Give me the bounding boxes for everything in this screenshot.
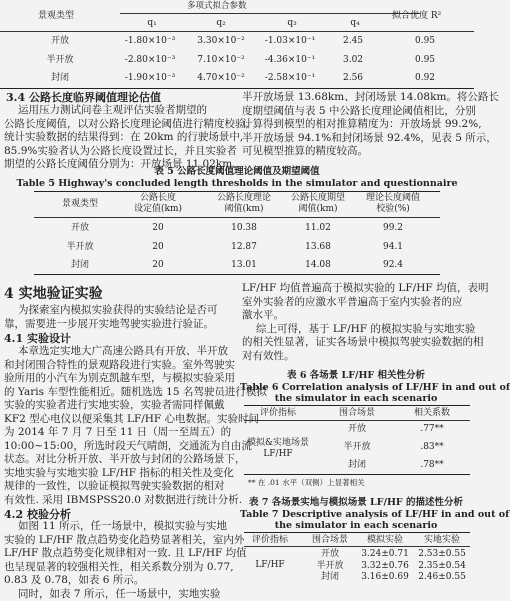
t7-label: LF/HF bbox=[255, 560, 284, 571]
t5-cell: 92.4 bbox=[383, 260, 403, 271]
t5-header-text: 理论长度阈值 校验(%) bbox=[366, 193, 420, 214]
paragraph-line: LF/HF 均值普遍高于模拟实验的 LF/HF 均值，表明 bbox=[242, 282, 489, 296]
t7-cell: 3.24±0.71 bbox=[361, 549, 409, 560]
t6-cell: 开放 bbox=[348, 424, 366, 435]
paragraph-line: 同时，如表 7 所示，任一场景中，实地实验 bbox=[4, 588, 247, 601]
t4-cell: 3.30×10⁻² bbox=[197, 36, 244, 47]
t5-header-text: 公路长度 设定值(km) bbox=[134, 193, 182, 214]
t5-cell: 20 bbox=[152, 242, 163, 253]
paragraph-line: 有效性. 采用 IBMSPSS20.0 对数据进行统计分析. bbox=[4, 494, 267, 508]
t5-header bbox=[291, 193, 345, 215]
paragraph-line: 计算得到模型的相对推算精度为：开放场景 99.2%, bbox=[242, 118, 499, 132]
paragraph-line: 也呈现显著的较强相关性，相关系数分别为 0.77, bbox=[4, 561, 247, 575]
paragraph-line: 实地实验与实地实验 LF/HF 指标的相关性及变化 bbox=[4, 467, 267, 481]
paragraph-line: 运用压力测试问卷主观评估实验者期望的 bbox=[4, 104, 249, 118]
right-mid-body bbox=[242, 282, 489, 363]
t5-cell: 12.87 bbox=[231, 242, 257, 253]
t4-cell: -2.58×10⁻¹ bbox=[265, 73, 315, 84]
t4-header-q1: q₁ bbox=[147, 18, 156, 29]
t5-header bbox=[366, 193, 420, 215]
section-4-intro bbox=[4, 304, 218, 331]
t5-cell: 94.1 bbox=[383, 242, 403, 253]
paragraph-line: 10:00~15:00，所选时段天气晴朗，交通流为自由流 bbox=[4, 440, 267, 454]
t4-cell: -1.80×10⁻³ bbox=[125, 36, 175, 47]
t7-header: 模拟实验 bbox=[367, 535, 403, 546]
t6-label bbox=[247, 438, 309, 460]
paragraph-line: 室外实验者的应激水平普遍高于室内实验者的应 bbox=[242, 296, 489, 310]
t6-cell: .77** bbox=[420, 424, 443, 435]
paragraph-line: 实验的 LF/HF 散点趋势变化趋势显著相关，室内外 bbox=[4, 534, 247, 548]
paragraph-line: 统计实验数据的结果得到：在 20km 的行驶场景中, bbox=[4, 131, 249, 145]
t5-header bbox=[217, 193, 271, 215]
t7-cell: 封闭 bbox=[321, 572, 339, 583]
section-4-1-body bbox=[4, 345, 267, 507]
paragraph-line: 本章选定实地大广高速公路具有开放、半开放 bbox=[4, 345, 267, 359]
paragraph-line: 的相关性显著，证实各场景中模拟驾驶实验数据的相 bbox=[242, 336, 489, 350]
right-top-body bbox=[242, 91, 499, 159]
t6-label-text: 模拟&实地场景 LF/HF bbox=[247, 438, 309, 459]
t6-cell: .83** bbox=[420, 442, 443, 453]
t7-header: 围合场景 bbox=[312, 535, 348, 546]
t4-group-header: 多项式拟合参数 bbox=[187, 1, 247, 12]
t7-cell: 半开放 bbox=[316, 561, 343, 572]
paragraph-line: 可见模型推算的精度较高。 bbox=[242, 145, 499, 159]
t5-cell: 封闭 bbox=[71, 260, 89, 271]
t5-header bbox=[134, 193, 182, 215]
section-3-4-heading: 3.4 公路长度临界阈值理论估值 bbox=[6, 91, 161, 104]
t7-caption-cn: 表 7 各场景实地与模拟场景 LF/HF 的描述性分析 bbox=[240, 497, 472, 508]
t4-header-q3: q₃ bbox=[287, 18, 296, 29]
t5-header-text: 公路长度理论 阈值(km) bbox=[217, 193, 271, 214]
paragraph-line: 0.83 及 0.78，如表 6 所示。 bbox=[4, 574, 247, 588]
t5-cell: 20 bbox=[152, 223, 163, 234]
t5-caption-en: Table 5 Highway's concluded length thresholds in the simulator and questionnaire bbox=[0, 178, 474, 189]
t7-cell: 开放 bbox=[321, 549, 339, 560]
t6-header: 评价指标 bbox=[260, 408, 296, 419]
t4-cell: 0.95 bbox=[415, 36, 435, 47]
paragraph-line: 的 Yaris 车型性能相近。随机选选 15 名驾驶员进行模拟 bbox=[4, 386, 267, 400]
paragraph-line: LF/HF 散点趋势变化规律相对一致. 且 LF/HF 均值 bbox=[4, 547, 247, 561]
t5-cell: 10.38 bbox=[231, 223, 257, 234]
t4-header-q2: q₂ bbox=[216, 18, 225, 29]
t6-caption-en-2: the simulator in each scenario bbox=[240, 393, 472, 404]
paragraph-line: 状态。对比分析开放、半开放与封闭的公路场景下， bbox=[4, 453, 267, 467]
paragraph-line: 度期望阈值与表 5 中公路长度理论阈值相比，分别 bbox=[242, 105, 499, 119]
t7-cell: 2.46±0.55 bbox=[418, 572, 466, 583]
paragraph-line: 为 2014 年 7 月 7 日至 11 日（周一至周五）的 bbox=[4, 426, 267, 440]
t4-row-type: 封闭 bbox=[51, 73, 69, 84]
t6-cell: 封闭 bbox=[348, 460, 366, 471]
t4-cell: 3.02 bbox=[343, 55, 363, 66]
t4-cell: 7.10×10⁻² bbox=[197, 55, 244, 66]
paragraph-line: 如图 11 所示，任一场景中，模拟实验与实地 bbox=[4, 520, 247, 534]
t6-caption-cn: 表 6 各场景 LF/HF 相关性分析 bbox=[240, 370, 472, 381]
section-4-2-body bbox=[4, 520, 247, 601]
t4-cell: 2.56 bbox=[343, 73, 363, 84]
paragraph-line: 规律的一致性，以验证模拟驾驶实验数据的相对 bbox=[4, 480, 267, 494]
paragraph-line: 公路长度阈值，以对公路长度理论阈值进行精度校验, bbox=[4, 118, 249, 132]
t4-cell: 0.95 bbox=[415, 55, 435, 66]
t6-note: ** 在 .01 水平（双侧）上显著相关 bbox=[248, 477, 365, 488]
t7-cell: 3.16±0.69 bbox=[361, 572, 409, 583]
paragraph-line: 对有效性。 bbox=[242, 350, 489, 364]
paragraph-line: 85.9%实验者认为公路长度设置过长，并且实验者 bbox=[4, 145, 249, 159]
t4-cell: 4.70×10⁻² bbox=[197, 73, 244, 84]
t4-row-type: 半开放 bbox=[46, 55, 73, 66]
paragraph-line: 实验的实验者进行实地实验，实验者需同样佩戴 bbox=[4, 399, 267, 413]
t5-cell: 13.01 bbox=[231, 260, 257, 271]
t7-header: 评价指标 bbox=[252, 535, 288, 546]
paragraph-line: 综上可得，基于 LF/HF 的模拟实验与实地实验 bbox=[242, 323, 489, 337]
t7-caption-en-2: the simulator in each scenario bbox=[240, 520, 472, 531]
t5-cell: 14.08 bbox=[305, 260, 331, 271]
t7-cell: 2.53±0.55 bbox=[418, 549, 466, 560]
t7-caption-en-1: Table 7 Descriptive analysis of LF/HF in and out of bbox=[240, 509, 472, 520]
t6-cell: 半开放 bbox=[343, 442, 370, 453]
t7-header: 实地实验 bbox=[424, 535, 460, 546]
t4-cell: 2.45 bbox=[343, 36, 363, 47]
t5-cell: 13.68 bbox=[305, 242, 331, 253]
paragraph-line: 期望的公路长度阈值分别为：开放场景 11.02km、 bbox=[4, 158, 249, 172]
t7-cell: 3.32±0.76 bbox=[361, 561, 409, 572]
section-4-heading: 4 实地验证实验 bbox=[4, 286, 103, 302]
t6-header: 相关系数 bbox=[414, 408, 450, 419]
paragraph-line: 半开放场景 13.68km、封闭场景 14.08km。将公路长 bbox=[242, 91, 499, 105]
t4-cell: -1.03×10⁻¹ bbox=[265, 36, 315, 47]
paragraph-line: 和封闭围合特性的景观路段进行实验。室外驾驶实 bbox=[4, 359, 267, 373]
t4-cell: -1.90×10⁻³ bbox=[125, 73, 175, 84]
t6-caption-en-1: Table 6 Correlation analysis of LF/HF in and out of bbox=[240, 382, 472, 393]
t7-cell: 2.35±0.54 bbox=[418, 561, 466, 572]
t5-caption-cn: 表 5 公路长度阈值理论阈值及期望阈值 bbox=[0, 166, 474, 177]
section-4-1-heading: 4.1 实验设计 bbox=[4, 332, 71, 345]
paragraph-line: 靠，需要进一步展开实地驾驶实验进行验证。 bbox=[4, 318, 218, 332]
t5-cell: 20 bbox=[152, 260, 163, 271]
paragraph-line: KF2 型心电仪以便采集其 LF/HF 心电数据。实验时间 bbox=[4, 413, 267, 427]
t5-cell: 11.02 bbox=[305, 223, 331, 234]
t4-header-q4: q₄ bbox=[350, 18, 359, 29]
section-4-2-heading: 4.2 校验分析 bbox=[4, 508, 71, 521]
t6-header: 围合场景 bbox=[339, 408, 375, 419]
section-3-4-body bbox=[4, 104, 249, 172]
t5-header: 景观类型 bbox=[62, 199, 98, 210]
t4-header-r2: 拟合优度 R² bbox=[392, 11, 441, 22]
t5-cell: 半开放 bbox=[66, 242, 93, 253]
t4-header-type: 景观类型 bbox=[38, 11, 74, 22]
t4-cell: -2.80×10⁻³ bbox=[125, 55, 175, 66]
t5-cell: 99.2 bbox=[383, 223, 403, 234]
paragraph-line: 激水平。 bbox=[242, 309, 489, 323]
paragraph-line: 为探索室内模拟实验获得的实验结论是否可 bbox=[4, 304, 218, 318]
t4-cell: -4.36×10⁻¹ bbox=[265, 55, 315, 66]
paragraph-line: 验所用的小汽车为别克凯越车型，与模拟实验采用 bbox=[4, 372, 267, 386]
t5-cell: 开放 bbox=[71, 223, 89, 234]
paragraph-line: 半开放场景 94.1%和封闭场景 92.4%，见表 5 所示， bbox=[242, 132, 499, 146]
t4-cell: 0.92 bbox=[415, 73, 435, 84]
t5-header-text: 公路长度期望 阈值(km) bbox=[291, 193, 345, 214]
t6-cell: .78** bbox=[420, 460, 443, 471]
t4-row-type: 开放 bbox=[51, 36, 69, 47]
